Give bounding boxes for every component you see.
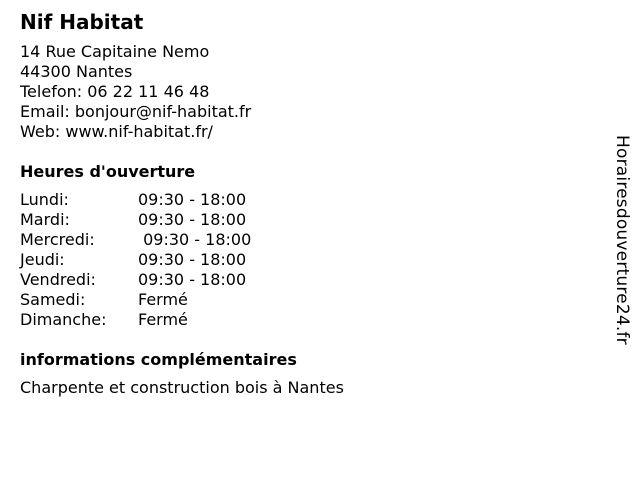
additional-info-heading: informations complémentaires [20, 350, 297, 369]
hours-row-mardi [20, 210, 580, 230]
address-block [20, 42, 580, 142]
hours-row-samedi [20, 290, 580, 310]
hours-row-lundi [20, 190, 580, 210]
additional-info-text: Charpente et construction bois à Nantes [20, 378, 344, 397]
time-value: Fermé [138, 290, 188, 309]
email-line: Email: bonjour@nif-habitat.fr [20, 102, 252, 121]
time-value: 09:30 - 18:00 [138, 190, 247, 209]
business-name: Nif Habitat [20, 10, 144, 34]
day-label: Mardi: [20, 210, 70, 229]
day-label: Samedi: [20, 290, 86, 309]
opening-hours-table [20, 190, 580, 330]
hours-row-dimanche [20, 310, 580, 330]
hours-row-jeudi [20, 250, 580, 270]
phone-line: Telefon: 06 22 11 46 48 [20, 82, 210, 101]
time-value: Fermé [138, 310, 188, 329]
time-value: 09:30 - 18:00 [138, 210, 247, 229]
time-value: 09:30 - 18:00 [138, 270, 247, 289]
day-label: Jeudi: [20, 250, 65, 269]
day-label: Lundi: [20, 190, 69, 209]
web-line: Web: www.nif-habitat.fr/ [20, 122, 213, 141]
site-watermark: Horairesdouverture24.fr [612, 135, 632, 345]
day-label: Mercredi: [20, 230, 95, 249]
hours-row-mercredi [20, 230, 580, 250]
opening-hours-heading: Heures d'ouverture [20, 162, 196, 181]
day-label: Vendredi: [20, 270, 96, 289]
time-value: 09:30 - 18:00 [138, 250, 247, 269]
day-label: Dimanche: [20, 310, 107, 329]
business-card [20, 10, 580, 398]
street-address: 14 Rue Capitaine Nemo [20, 42, 210, 61]
postal-city: 44300 Nantes [20, 62, 133, 81]
hours-row-vendredi [20, 270, 580, 290]
time-value: 09:30 - 18:00 [138, 230, 252, 249]
